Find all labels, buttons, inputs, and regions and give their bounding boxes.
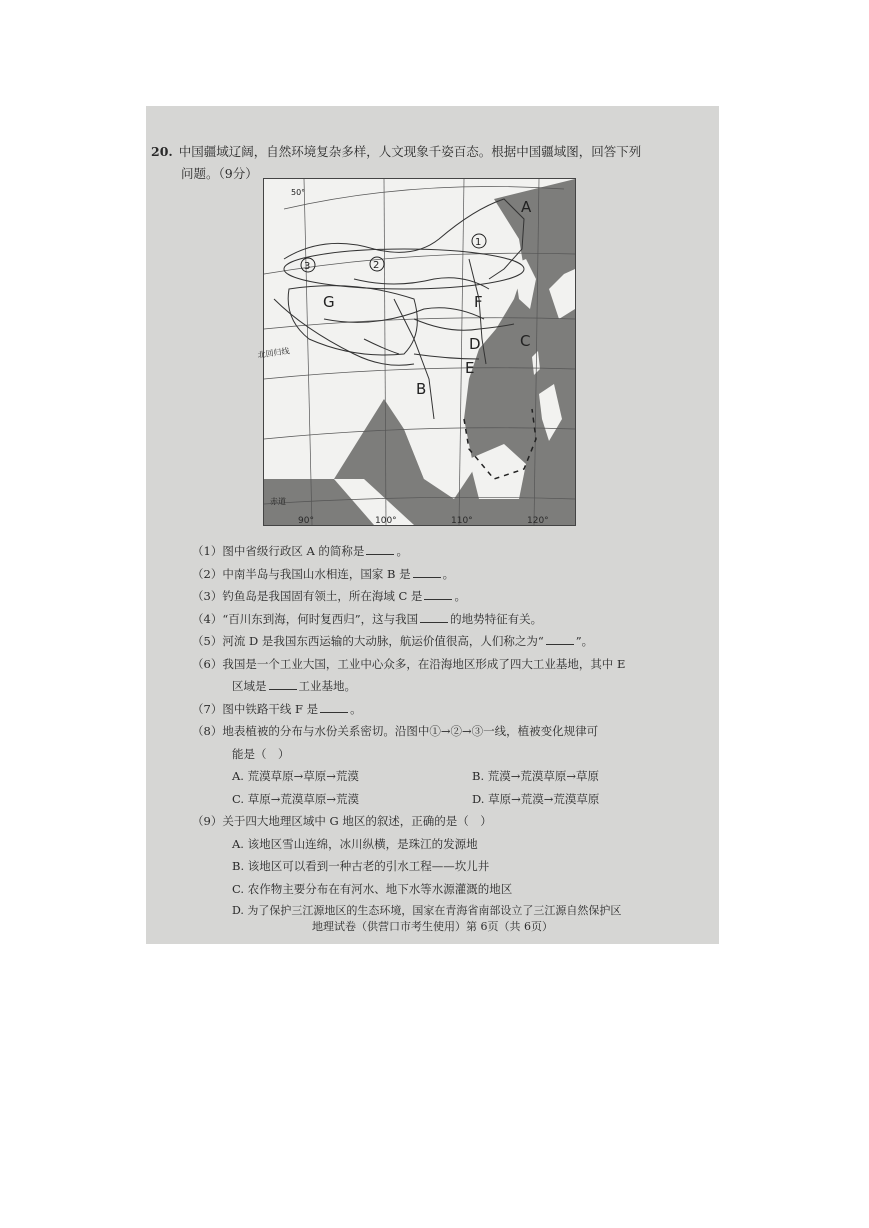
q8-option-a[interactable]: A. 荒漠草原→草原→荒漠: [232, 769, 359, 783]
label-c: C: [520, 332, 531, 350]
answer-blank[interactable]: [269, 678, 297, 690]
q9-option-d[interactable]: D. 为了保护三江源地区的生态环境，国家在青海省南部设立了三江源自然保护区: [232, 904, 622, 917]
label-e: E: [465, 359, 475, 377]
label-g: G: [323, 293, 335, 311]
question-intro-line2: 问题。（9分）: [181, 166, 258, 181]
q9-option-b[interactable]: B. 该地区可以看到一种古老的引水工程——坎儿井: [232, 859, 490, 873]
item-2: （2）中南半岛与我国山水相连，国家 B 是 。: [192, 566, 455, 581]
label-f: F: [474, 293, 483, 311]
latitude-50-label: 50°: [291, 188, 306, 197]
answer-blank[interactable]: [546, 633, 574, 645]
question-number: 20.: [151, 144, 173, 159]
q8-stem-cont: 能是（ ）: [232, 746, 290, 761]
china-territory-map: [257, 178, 576, 526]
longitude-110: 110°: [451, 516, 473, 526]
item-6: （6）我国是一个工业大国，工业中心众多，在沿海地区形成了四大工业基地，其中 E: [192, 656, 626, 671]
label-b: B: [416, 380, 427, 398]
exam-page: [146, 106, 719, 944]
answer-blank[interactable]: [320, 701, 348, 713]
item-4: （4）“百川东到海，何时复西归”，这与我国 的地势特征有关。: [192, 611, 543, 626]
equator-label: 赤道: [270, 497, 286, 506]
q8-option-d[interactable]: D. 草原→荒漠→荒漠草原: [472, 791, 600, 806]
page-footer: 地理试卷（供营口市考生使用）第 6页（共 6页）: [312, 920, 553, 933]
longitude-90: 90°: [298, 516, 314, 526]
circle-2-marker: [370, 257, 384, 271]
q8-option-c[interactable]: C. 草原→荒漠草原→荒漠: [232, 791, 359, 806]
q8-stem: （8）地表植被的分布与水份关系密切。沿图中①→②→③一线，植被变化规律可: [192, 724, 599, 738]
tropic-label: 北回归线: [257, 346, 291, 360]
svg-text:1: 1: [475, 237, 482, 248]
circle-3-marker: [301, 258, 315, 272]
q9-option-c[interactable]: C. 农作物主要分布在有河水、地下水等水源灌溉的地区: [232, 881, 513, 896]
longitude-100: 100°: [375, 516, 397, 526]
question-intro-line1: 中国疆域辽阔，自然环境复杂多样，人文现象千姿百态。根据中国疆域图，回答下列: [178, 144, 642, 159]
item-3: （3）钓鱼岛是我国固有领土，所在海域 C 是 。: [192, 589, 466, 603]
label-d: D: [469, 335, 481, 353]
item-5: （5）河流 D 是我国东西运输的大动脉，航运价值很高，人们称之为“ ”。: [192, 634, 594, 648]
answer-blank[interactable]: [420, 611, 448, 623]
item-1: （1）图中省级行政区 A 的简称是 。: [192, 544, 408, 558]
item-7: （7）图中铁路干线 F 是 。: [192, 701, 362, 716]
q9-stem: （9）关于四大地理区域中 G 地区的叙述，正确的是（ ）: [192, 814, 492, 828]
q8-option-b[interactable]: B. 荒漠→荒漠草原→草原: [472, 769, 600, 783]
longitude-120: 120°: [527, 516, 549, 526]
circle-1-marker: [472, 234, 486, 248]
transect-ellipse: [284, 249, 524, 289]
q9-option-a[interactable]: A. 该地区雪山连绵，冰川纵横，是珠江的发源地: [232, 836, 478, 851]
sub-questions: [192, 540, 712, 923]
q8-options-row1: [192, 765, 712, 788]
answer-blank[interactable]: [366, 543, 394, 555]
answer-blank[interactable]: [424, 588, 452, 600]
svg-text:3: 3: [304, 261, 311, 272]
item-6-cont: 区域是 工业基地。: [232, 679, 356, 693]
map-svg: [257, 179, 575, 525]
answer-blank[interactable]: [413, 566, 441, 578]
q8-options-row2: [192, 788, 712, 811]
label-a: A: [521, 198, 532, 216]
svg-text:2: 2: [373, 260, 380, 271]
